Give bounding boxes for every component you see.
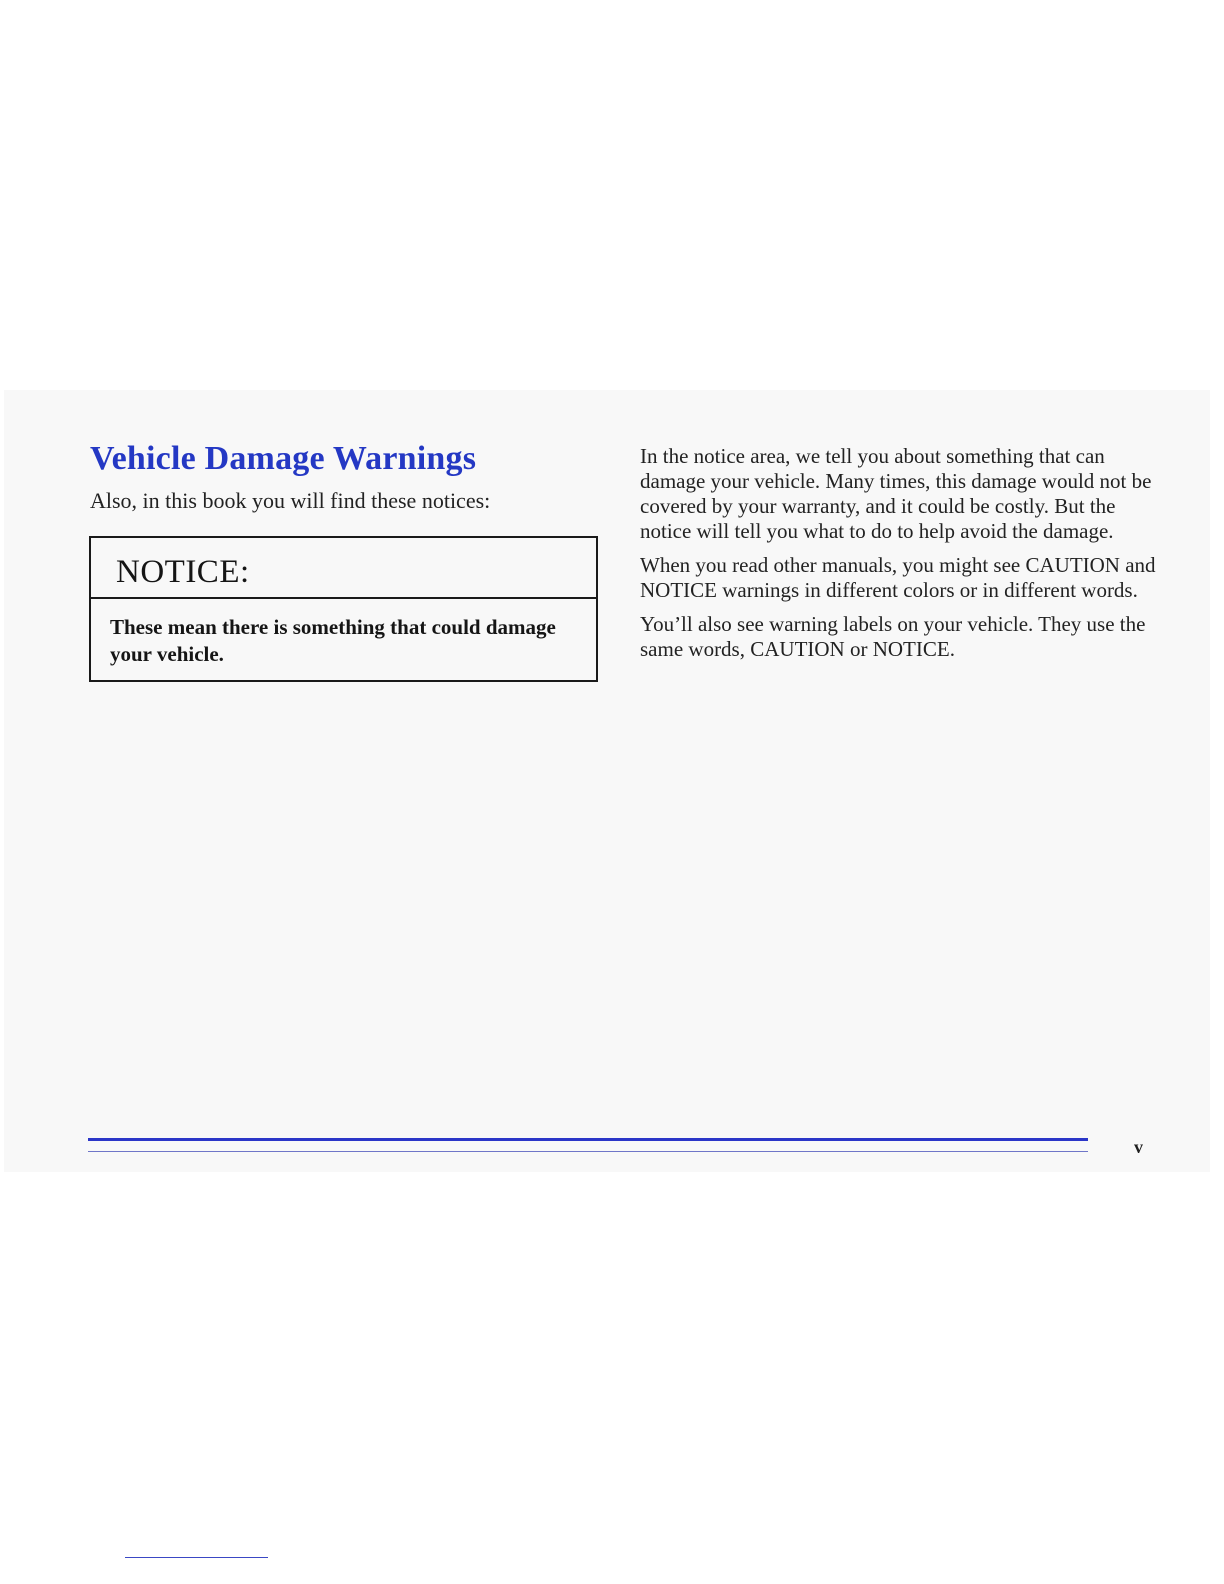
notice-divider (91, 597, 596, 599)
footer-rule-thick (88, 1138, 1088, 1141)
notice-title: NOTICE: (116, 554, 250, 590)
paragraph-other-manuals: When you read other manuals, you might see CAUTION and NOTICE warnings in different colors or in different words. (640, 553, 1156, 602)
paragraph-warning-labels: You’ll also see warning labels on your vehicle. They use the same words, CAUTION or NOTICE. (640, 612, 1146, 661)
notice-box (89, 536, 598, 682)
bottom-link-rule (125, 1557, 268, 1558)
notice-body: These mean there is something that could damage your vehicle. (110, 615, 556, 666)
page-number: v (1134, 1137, 1143, 1157)
paragraph-notice-area: In the notice area, we tell you about something that can damage your vehicle. Many times, this damage would not be covered by your warranty, and it could be costly. But the notice will tell you what to do to help avoid the damage. (640, 444, 1152, 543)
right-column (640, 444, 1160, 671)
footer-rule-thin (88, 1151, 1088, 1152)
section-heading: Vehicle Damage Warnings (90, 440, 477, 477)
intro-text: Also, in this book you will find these notices: (90, 488, 491, 513)
